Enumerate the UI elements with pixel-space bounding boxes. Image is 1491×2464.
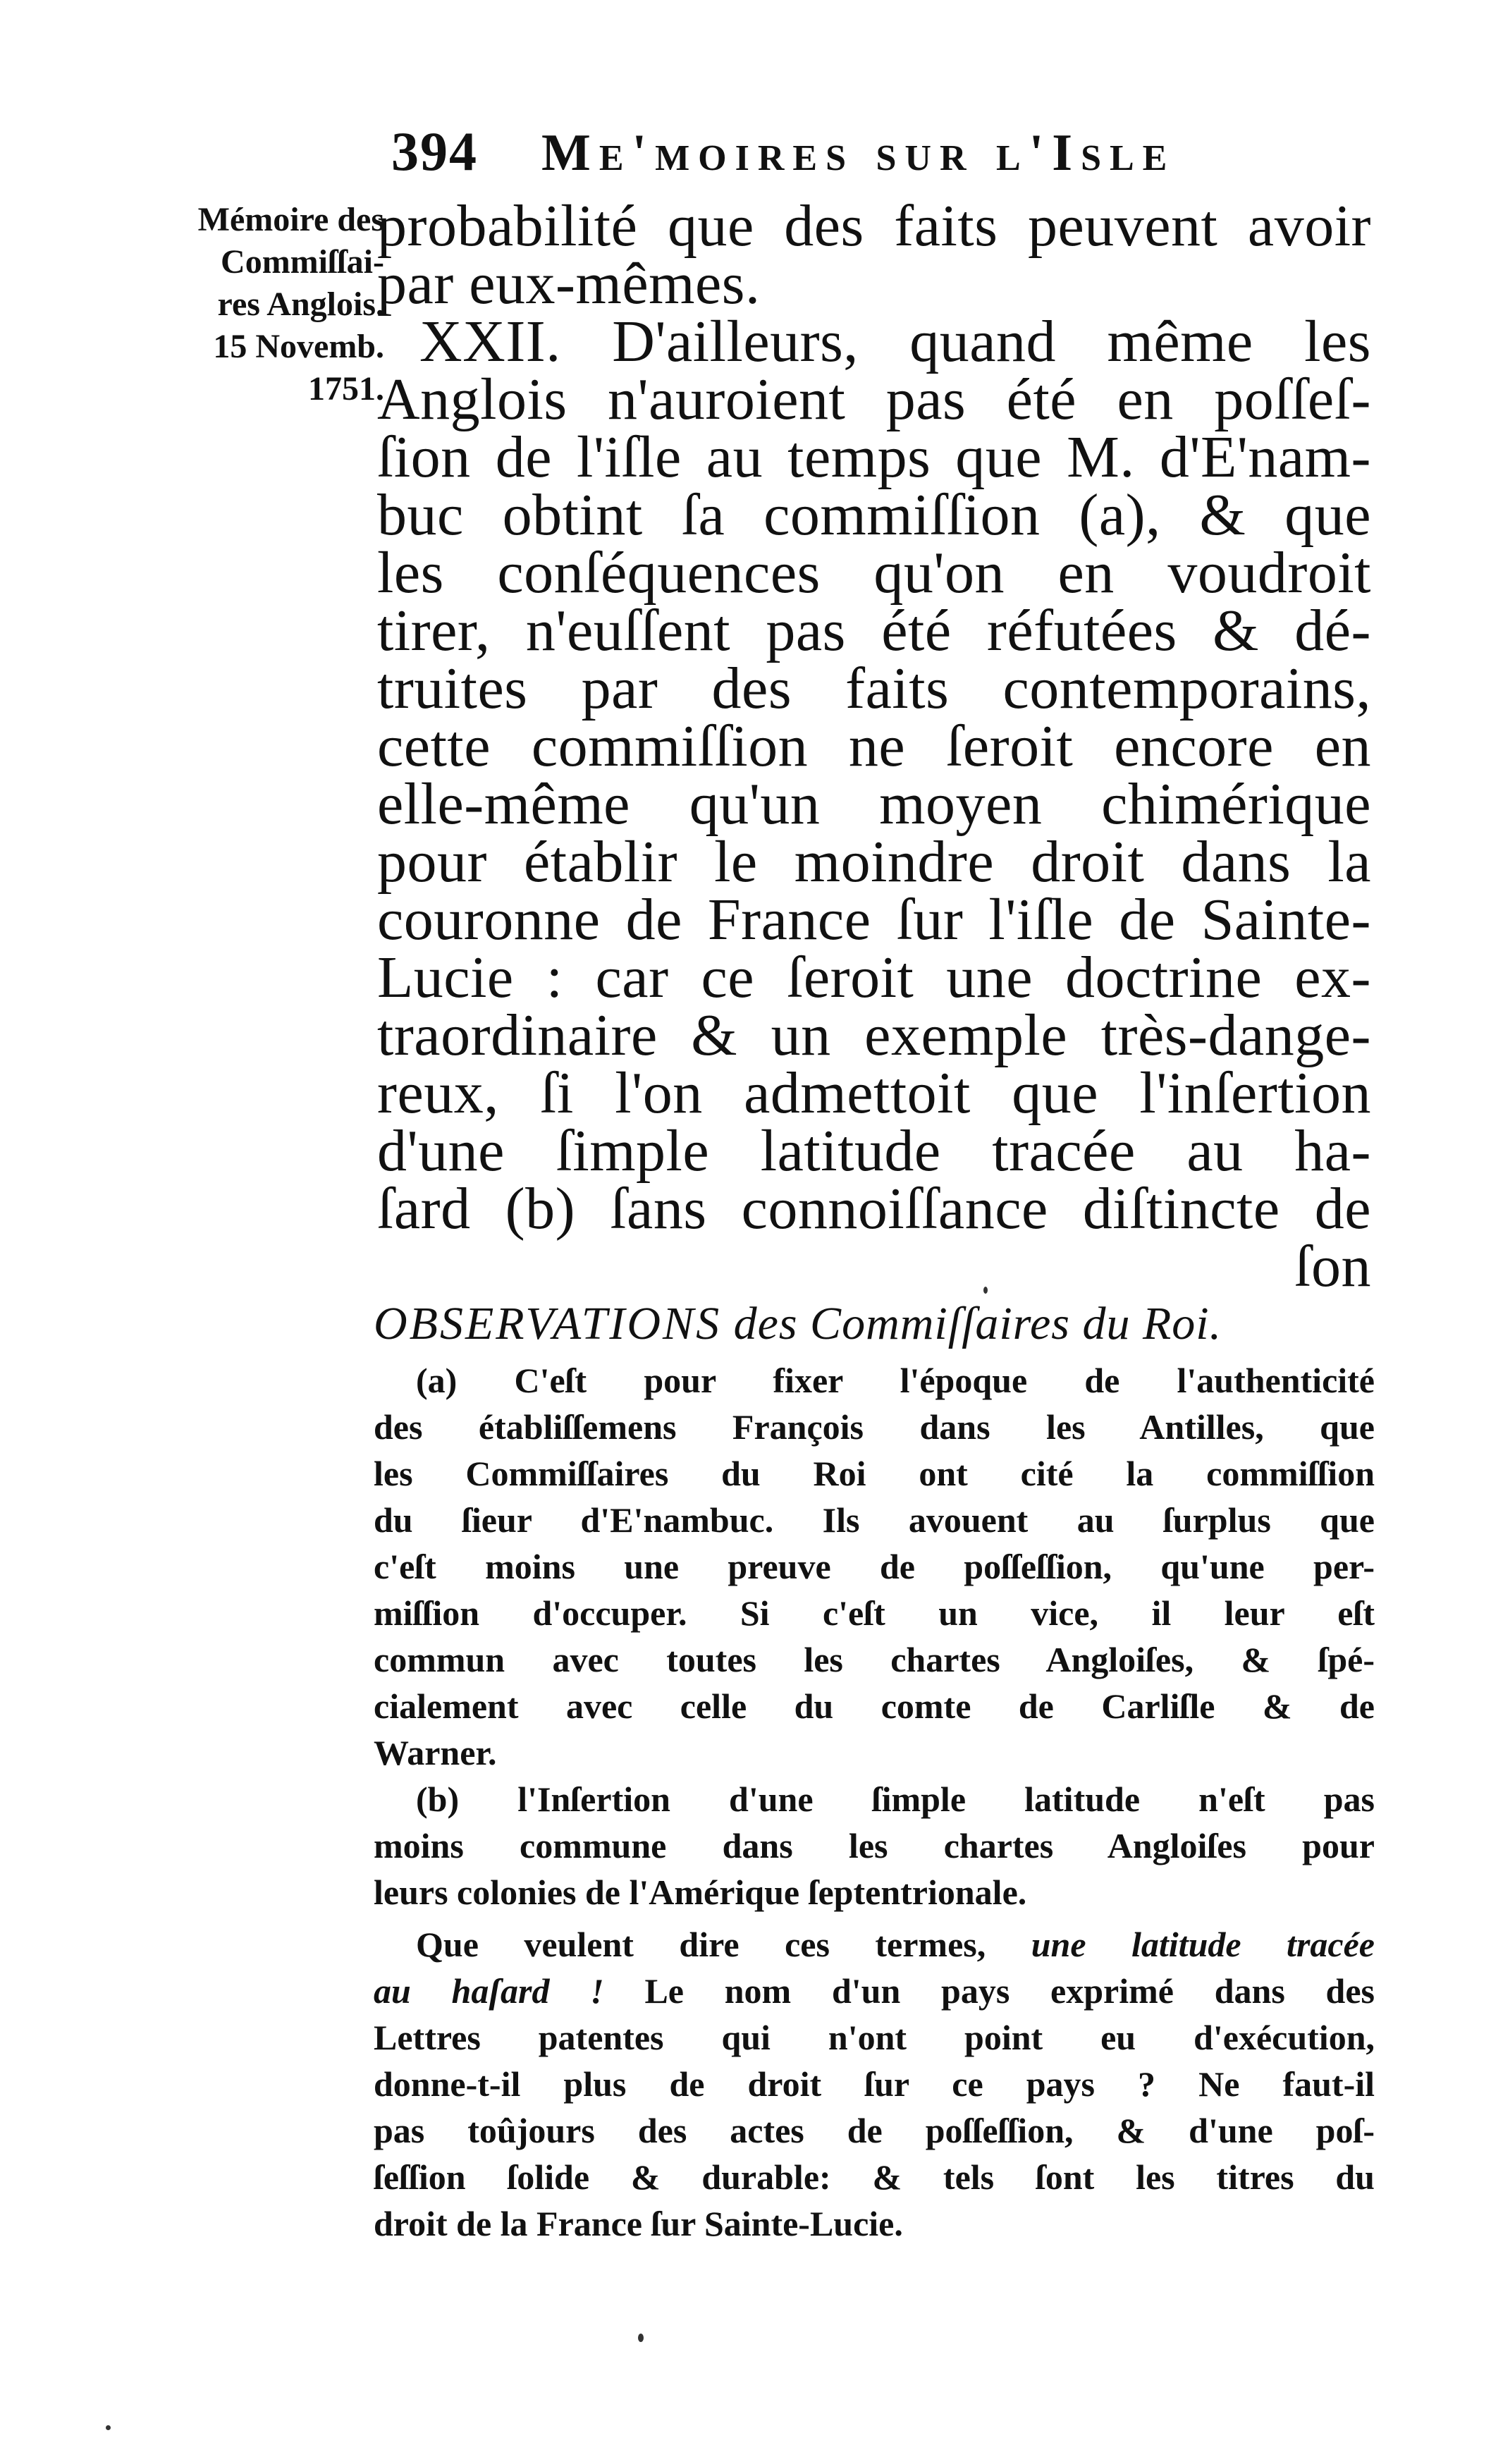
observations-notes (374, 1357, 1375, 2247)
note-c-text: Que veulent dire ces termes, (416, 1925, 1031, 1964)
text-line: reux, ſi l'on admettoit que l'inſertion (377, 1060, 1371, 1126)
note-a-line: c'eſt moins une preuve de poſſeſſion, qu'une per- (374, 1547, 1375, 1586)
text-line: probabilité que des faits peuvent avoir (377, 193, 1371, 259)
margin-note-line: res Anglois. (217, 286, 384, 323)
text-line: traordinaire & un exemple très-dange- (377, 1003, 1371, 1068)
text-line: tirer, n'euſſent pas été réfutées & dé- (377, 598, 1371, 663)
margin-note (67, 199, 384, 410)
note-b-line: (b) l'Inſertion d'une ſimple latitude n'eſt pas (416, 1779, 1375, 1819)
running-title: Me'moires sur l'Isle (541, 124, 1176, 182)
observations-heading-rest: des Commiſſaires du Roi. (721, 1298, 1222, 1349)
text-line: Lucie : car ce ſeroit une doctrine ex- (377, 945, 1371, 1010)
note-a-line: les Commiſſaires du Roi ont cité la commiſſion (374, 1454, 1375, 1493)
text-line: d'une ſimple latitude tracée au ha- (377, 1118, 1371, 1184)
margin-note-line: Mémoire des (197, 201, 384, 238)
text-line: les conſéquences qu'on en voudroit (377, 540, 1371, 606)
text-line: elle-même qu'un moyen chimérique (377, 771, 1371, 837)
text-line: cette commiſſion ne ſeroit encore en (377, 713, 1371, 779)
text-line: ſion de l'iſle au temps que M. d'E'nam- (377, 424, 1371, 490)
note-a-line: (a) C'eſt pour fixer l'époque de l'authenticité (416, 1361, 1375, 1400)
text-line: Anglois n'auroient pas été en poſſeſ- (377, 367, 1371, 432)
margin-note-line: Commiſſai- (221, 243, 384, 281)
text-line: par eux-mêmes. (377, 251, 761, 317)
body-text (377, 193, 1371, 1299)
observations-heading (374, 1297, 1375, 1351)
ink-speck (106, 2425, 111, 2430)
note-c-line: droit de la France ſur Sainte-Lucie. (374, 2204, 903, 2243)
note-a-line: commun avec toutes les chartes Angloiſes, & ſpé- (374, 1640, 1375, 1679)
note-c-line: ſeſſion ſolide & durable: & tels ſont les titres du (374, 2157, 1375, 2197)
note-c-italic: au haſard ! (374, 1971, 604, 2011)
observations-heading-caps: OBSERVATIONS (374, 1298, 722, 1349)
note-c-italic: une latitude tracée (1031, 1925, 1375, 1964)
text-line: XXII. D'ailleurs, quand même les (419, 309, 1371, 374)
text-line: truites par des faits contemporains, (377, 656, 1371, 721)
note-b-line: leurs colonies de l'Amérique ſeptentrionale. (374, 1872, 1027, 1912)
note-a-line: miſſion d'occuper. Si c'eſt un vice, il leur eſt (374, 1593, 1375, 1633)
text-line: couronne de France ſur l'iſle de Sainte- (377, 887, 1371, 952)
note-c-text: Le nom d'un pays exprimé dans des (603, 1971, 1375, 2011)
note-a-line: du ſieur d'E'nambuc. Ils avouent au ſurplus que (374, 1500, 1375, 1540)
text-line: buc obtint ſa commiſſion (a), & que (377, 482, 1371, 548)
note-b-line: moins commune dans les chartes Angloiſes pour (374, 1826, 1375, 1865)
ink-speck (983, 1287, 988, 1294)
running-head (391, 120, 1378, 197)
note-a-line: cialement avec celle du comte de Carliſle & de (374, 1686, 1375, 1726)
note-a-line: Warner. (374, 1733, 497, 1772)
margin-note-line: 15 Novemb. (213, 328, 384, 365)
text-line: pour établir le moindre droit dans la (377, 829, 1371, 895)
ink-speck (638, 2334, 644, 2342)
paragraph-gap (374, 1916, 1375, 1921)
note-c-line: Lettres patentes qui n'ont point eu d'exécution, (374, 2018, 1375, 2057)
note-c-line: donne-t-il plus de droit ſur ce pays ? Ne faut-il (374, 2064, 1375, 2104)
note-c-line: pas toûjours des actes de poſſeſſion, & d'une poſ- (374, 2111, 1375, 2150)
margin-note-line: 1751. (308, 370, 384, 407)
note-c-line (374, 1921, 1375, 1968)
text-line: ſard (b) ſans connoiſſance diſtincte de (377, 1176, 1371, 1242)
page-number: 394 (391, 121, 478, 182)
note-a-line: des établiſſemens François dans les Antilles, que (374, 1407, 1375, 1447)
catchword: ſon (1294, 1234, 1371, 1299)
note-c-line (374, 1968, 1375, 2014)
